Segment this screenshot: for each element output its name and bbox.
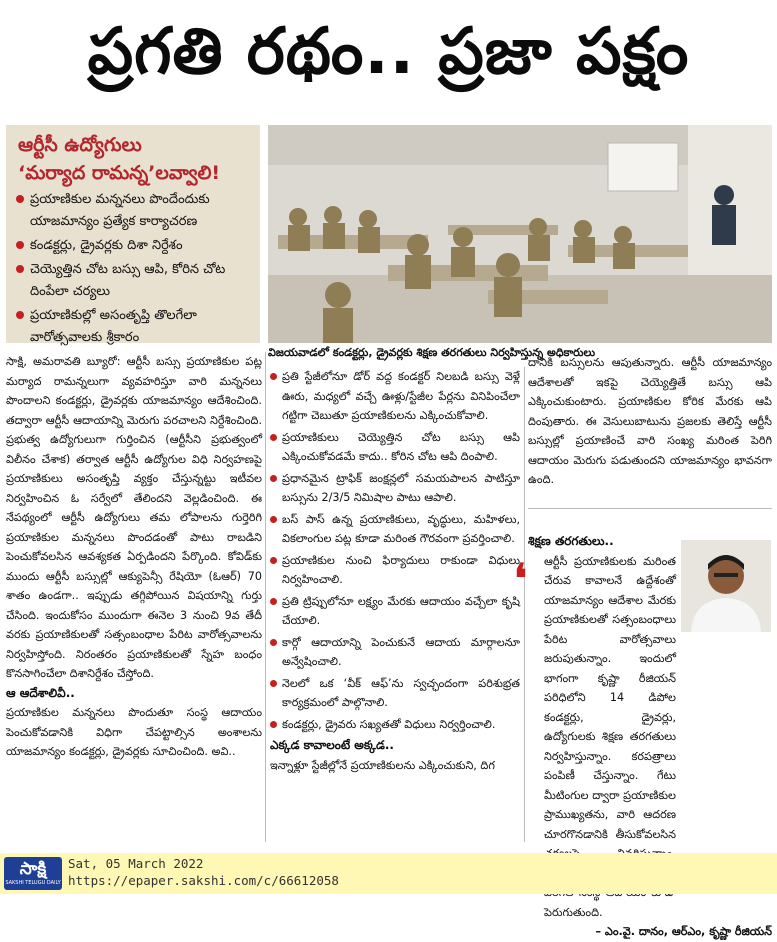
article-column-1	[6, 352, 262, 842]
quote-mark-icon: ❛	[514, 555, 527, 602]
highlights-title-line2: ‘మర్యాద రామన్న’లవ్వాలి!	[18, 162, 221, 184]
highlight-item: కండక్టర్లు, డ్రైవర్లకు దిశా నిర్దేశం	[16, 235, 256, 257]
directive-item: ప్రయాణికుల నుంచి ఫిర్యాదులు రాకుండా విధులు నిర్వహించాలి.	[270, 551, 520, 590]
quote-signature: – ఎం.వై. దానం, ఆర్‌ఎం, కృష్ణా రీజియన్	[595, 925, 772, 938]
edition-date: Sat, 05 March 2022	[68, 856, 204, 871]
section-subhead: ఆ ఆదేశాలివీ..	[6, 685, 75, 700]
epaper-url-link[interactable]: https://epaper.sakshi.com/c/66612058	[68, 873, 339, 888]
quote-text: ఆర్టీసీ ప్రయాణికులకు మరింత చేరువ కావాలనే ఉద్దేశంతో యాజమాన్యం ఆదేశాల మేరకు ప్రయాణికులతో సత్సంబంధాలు పేరిట వారోత్సవాలు జరుపుతున్నాం. ఇందులో భాగంగా కృష్ణా రీజియన్ పరిధిలోని 14 డిపోల కండక్టర్లు, డ్రైవర్లు, ఉద్యోగులకు శిక్షణ తరగతులు నిర్వహిస్తున్నాం. కరపత్రాలు పంపిణీ చేస్తున్నాం. గేటు మీటింగుల ద్వారా ప్రయాణికుల ప్రాముఖ్యతను, వారి ఆదరణ చూరగొనడానికి తీసుకోవలసిన పెరుగుతుంది.	[544, 554, 676, 919]
sakshi-logo	[4, 857, 62, 890]
article-paragraph: ఇన్నాళ్లూ స్టేజీల్లోనే ప్రయాణికులను ఎక్కించుకుని, దిగ	[270, 758, 495, 772]
section-subhead: ఎక్కడ కావాలంటే అక్కడ..	[270, 738, 394, 752]
official-portrait	[681, 540, 771, 632]
article-column-2	[270, 367, 520, 842]
article-paragraph: దానికి బస్సులను ఆపుతున్నారు. ఆర్టీసీ యాజమాన్యం ఆదేశాలతో ఇకపై చెయ్యెత్తితే బస్సు ఆపి ఎక్కించుకుంటారు. ప్రయాణికుల కోరిక మేరకు ఆపి దింపుతారు. ఈ వెసులుబాటును ప్రజలకు తెలిస్తే ఆర్టీసీ బస్సుల్లో ప్రయాణించే వారి సంఖ్య మరింత పెరిగి ఆదాయం మెరుగు పడుతుందని యాజమాన్యం భావనగా ఉంది.	[528, 356, 772, 486]
headline: ప్రగతి రథం.. ప్రజా పక్షం	[87, 14, 690, 89]
highlight-item: చెయ్యెత్తిన చోట బస్సు ఆపి, కోరిన చోట దింపేలా చర్యలు	[16, 259, 256, 303]
classroom-illustration	[268, 125, 772, 343]
section-divider	[528, 508, 772, 509]
directive-item: కండక్టర్లు, డ్రైవరు సఖ్యతతో విధులు నిర్వర్తించాలి.	[270, 715, 520, 735]
logo-text: సాక్షి	[19, 859, 47, 879]
article-paragraph: ప్రయాణికుల మన్ననలు పొందుతూ సంస్థ ఆదాయం పెంచుకోవడానికి విధిగా చేపట్టాల్సిన అంశాలను యాజమాన్యం కండక్టర్లు, డ్రైవర్లకు సూచించింది. అవి..	[6, 706, 262, 758]
highlights-title	[18, 131, 254, 187]
directive-item: బస్ పాస్ ఉన్న ప్రయాణికులు, వృద్ధులు, మహిళలు, వికలాంగుల పట్ల కూడా మరింత గౌరవంగా ప్రవర్తించాలి.	[270, 510, 520, 549]
logo-subtext: SAKSHI TELUGU DAILY	[5, 880, 61, 886]
directive-item: ప్రతి స్టేజీలోనూ డోర్ వద్ద కండక్టర్ నిలబడి బస్సు వెళ్లే ఊరు, మధ్యలో వచ్చే ఊళ్లు/స్టేజీల పేర్లను వినిపించేలా గట్టిగా చెబుతూ ప్రయాణికులను ఎక్కించుకోవాలి.	[270, 367, 520, 426]
directive-item: కార్గో ఆదాయాన్ని పెంచుకునే ఆదాయ మార్గాలనూ అన్వేషించాలి.	[270, 633, 520, 672]
directive-item: ప్రధానమైన ట్రాఫిక్ జంక్షన్లలో సమయపాలన పాటిస్తూ బస్సును 2/3/5 నిమిషాల పాటు ఆపాలి.	[270, 469, 520, 508]
directive-item: ప్రతి ట్రిప్పులోనూ లక్ష్యం మేరకు ఆదాయం వచ్చేలా కృషి చేయాలి.	[270, 592, 520, 631]
directive-item: ప్రయాణికులు చెయ్యెత్తిన చోట బస్సు ఆపి ఎక్కించుకోవడమే కాదు.. కోరిన చోట ఆపి దింపాలి.	[270, 428, 520, 467]
article-column-3	[528, 353, 772, 503]
highlight-item: ప్రయాణికుల మన్ననలు పొందేందుకు యాజమాన్యం ప్రత్యేక కార్యాచరణ	[16, 189, 256, 233]
column-divider	[265, 352, 266, 842]
column-divider	[524, 367, 525, 842]
person-portrait-illustration	[681, 540, 771, 632]
directive-item: నెలలో ఒక ‘వీక్ ఆఫ్’ను స్వచ్ఛందంగా పరిశుభ్రత కార్యక్రమంలో పాల్గొనాలి.	[270, 674, 520, 713]
highlights-title-line1: ఆర్టీసీ ఉద్యోగులు	[18, 134, 142, 156]
photo-caption: విజయవాడలో కండక్టర్లు, డ్రైవర్లకు శిక్షణ తరగతులు నిర్వహిస్తున్న అధికారులు	[268, 346, 596, 359]
highlight-item: ప్రయాణికుల్లో అసంతృప్తి తొలగేలా వారోత్సవాలకు శ్రీకారం	[16, 305, 256, 349]
section-subhead: శిక్షణ తరగతులు..	[528, 534, 614, 548]
highlights-list	[16, 189, 256, 351]
training-photo	[268, 125, 772, 343]
highlights-box	[6, 125, 260, 343]
article-paragraph: సాక్షి, అమరావతి బ్యూరో: ఆర్టీసీ బస్సు ప్రయాణికుల పట్ల మర్యాద రామన్నలుగా వ్యవహరిస్తూ వారి మన్ననలు పొందాలని కండక్టర్లు, డ్రైవర్లకు యాజమాన్యం ఆదేశించింది. తద్వారా ఆర్టీసీ ఆదాయాన్ని మెరుగు పరచాలని నిర్దేశించింది. ప్రభుత్వ ఉద్యోగులుగా గుర్తించిన (ఆర్టీసీని ప్రభుత్వంలో విలీనం చేశాక) తర్వాత ఆర్టీసీ ఉద్యోగుల విధి నిర్వహణపై ప్రయాణికులు అసంతృప్తి వ్యక్తం చేస్తున్నట్టు ఇటీవల నిర్వహించిన ఓ సర్వేలో తేలిందని వెల్లడించింది. ఈ నేపథ్యంలో ఆర్టీసీ ఉద్యోగులు తమ లోపాలను గుర్తెరిగి ప్రయాణికుల మన్ననలు పొందడంతో పాటు రాబడిని పెంచుకోవలసిన ఆవశ్యకత ఏర్పడిందని పేర్కొంది. కోవిడ్‌కు ముందు ఆర్టీసీ బస్సుల్లో ఆక్యుపెన్సీ రేషియో (ఓఆర్) 70 శాతం ఉండగా.. ఇప్పుడు తగ్గిపోయిన విషయాన్ని గుర్తు చేసింది. ఇందుకోసం ముందుగా ఈనెల 3 నుంచి 9వ తేదీ వరకు ప్రయాణికులతో సత్సంబంధాల పేరిట వారోత్సవాలను నిర్వహిస్తోంది. నిరంతరం ప్రయాణికులతో స్నేహ బంధం కొనసాగించేలా దిశానిర్దేశం చేస్తోంది.	[6, 355, 262, 680]
